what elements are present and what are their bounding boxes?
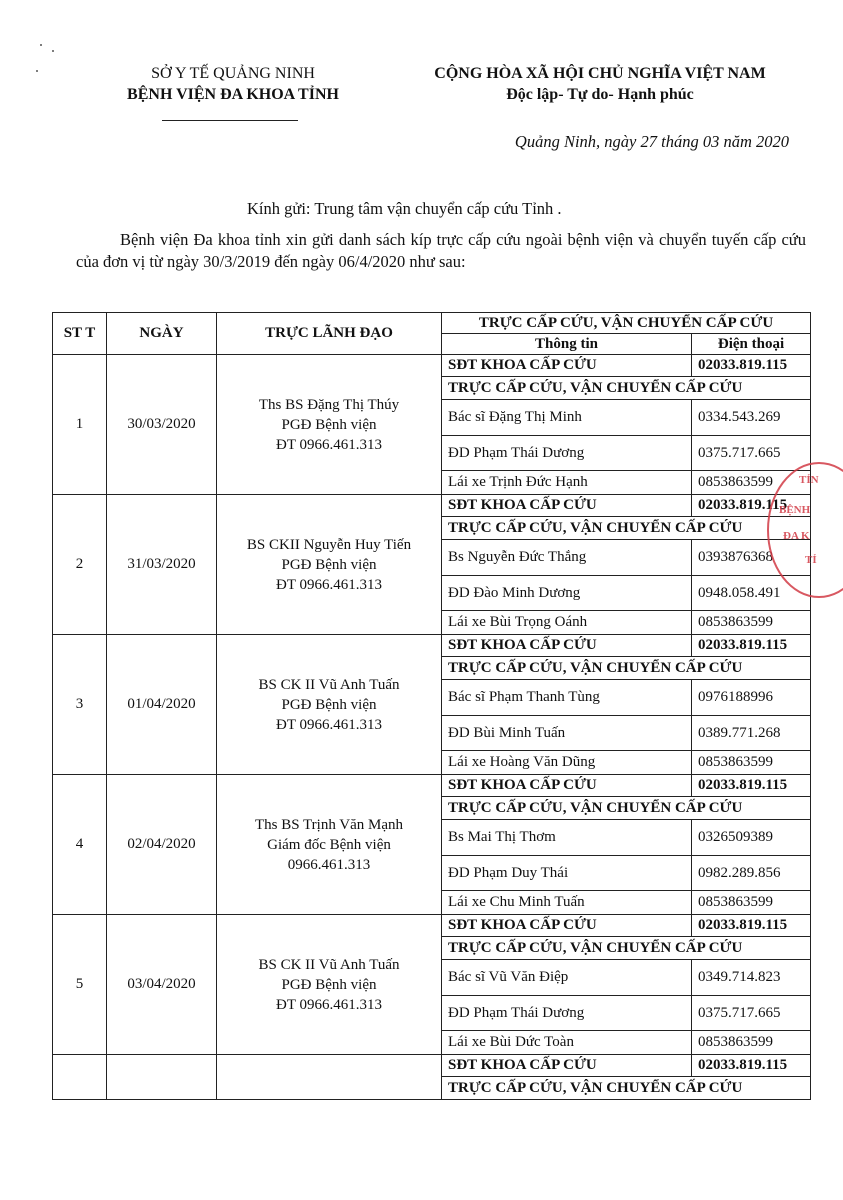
leader-line: Ths BS Đặng Thị Thúy [258,396,400,413]
leader-line: ĐT 0966.461.313 [276,996,382,1013]
intro-paragraph: Bệnh viện Đa khoa tỉnh xin gửi danh sách kíp trực cấp cứu ngoài bệnh viện và chuyển tuyến cấp cứu của đơn vị từ ngày 30/3/2019 đến ngày 06/4/2020 như sau: [76,230,806,271]
col-header-date: NGÀY [107,313,217,355]
scan-speck [36,70,38,72]
leader-cell [217,355,442,495]
leader-line: PGĐ Bệnh viện [281,416,377,433]
khoa-phone-cell: 02033.819.115 [692,915,811,937]
staff-phone-cell: 0853863599 [692,751,811,775]
col-header-leader: TRỰC LÃNH ĐẠO [217,313,442,355]
date-cell: 02/04/2020 [107,775,217,915]
stt-cell: 2 [53,495,107,635]
leader-line: PGĐ Bệnh viện [281,556,377,573]
staff-name-cell: ĐD Đào Minh Dương [442,576,692,611]
khoa-phone-cell: 02033.819.115 [692,635,811,657]
date-cell: 31/03/2020 [107,495,217,635]
table-row [53,355,811,377]
staff-phone-cell: 0375.717.665 [692,996,811,1031]
stt-cell: 1 [53,355,107,495]
date-cell [107,1055,217,1100]
staff-name-cell: Lái xe Bùi Dức Toàn [442,1031,692,1055]
staff-name-cell: Bác sĩ Phạm Thanh Tùng [442,680,692,716]
table-row [53,915,811,937]
date-line: Quảng Ninh, ngày 27 tháng 03 năm 2020 [514,132,789,151]
staff-name-cell: Bs Mai Thị Thơm [442,820,692,856]
staff-name-cell: Lái xe Trịnh Đức Hạnh [442,471,692,495]
leader-cell [217,635,442,775]
table-row [53,1055,811,1077]
khoa-phone-cell: 02033.819.115 [692,775,811,797]
staff-name-cell: ĐD Bùi Minh Tuấn [442,716,692,751]
staff-name-cell: Bs Nguyễn Đức Thắng [442,540,692,576]
organization-header [78,63,388,105]
stamp-text: TỈN [799,474,819,486]
sub-group-cell: TRỰC CẤP CỨU, VẬN CHUYỂN CẤP CỨU [442,797,811,820]
date-cell: 01/04/2020 [107,635,217,775]
org-line-1: SỞ Y TẾ QUẢNG NINH [151,65,315,82]
staff-phone-cell: 0982.289.856 [692,856,811,891]
leader-line: BS CKII Nguyễn Huy Tiến [246,536,412,553]
sub-group-cell: TRỰC CẤP CỨU, VẬN CHUYỂN CẤP CỨU [442,517,811,540]
stt-cell [53,1055,107,1100]
leader-cell [217,1055,442,1100]
staff-name-cell: Lái xe Chu Minh Tuấn [442,891,692,915]
staff-name-cell: Lái xe Bùi Trọng Oánh [442,611,692,635]
leader-line: BS CK II Vũ Anh Tuấn [258,956,400,973]
stamp-text: BỆNH [779,504,811,516]
duty-schedule-table [52,312,811,1100]
sub-group-cell: TRỰC CẤP CỨU, VẬN CHUYỂN CẤP CỨU [442,377,811,400]
khoa-phone-cell: 02033.819.115 [692,1055,811,1077]
khoa-label-cell: SĐT KHOA CẤP CỨU [442,635,692,657]
khoa-label-cell: SĐT KHOA CẤP CỨU [442,355,692,377]
leader-line: ĐT 0966.461.313 [276,436,382,453]
date-cell: 03/04/2020 [107,915,217,1055]
col-header-phone: Điện thoại [692,334,811,355]
khoa-phone-cell: 02033.819.115 [692,355,811,377]
khoa-phone-cell: 02033.819.115 [692,495,811,517]
staff-phone-cell: 0948.058.491 [692,576,811,611]
staff-name-cell: Bác sĩ Đặng Thị Minh [442,400,692,436]
date-cell: 30/03/2020 [107,355,217,495]
staff-phone-cell: 0389.771.268 [692,716,811,751]
nation-line-2: Độc lập- Tự do- Hạnh phúc [506,86,694,103]
table-row [53,635,811,657]
leader-line: Ths BS Trịnh Văn Mạnh [254,816,404,833]
staff-name-cell: Lái xe Hoàng Văn Dũng [442,751,692,775]
col-header-info: Thông tin [442,334,692,355]
khoa-label-cell: SĐT KHOA CẤP CỨU [442,495,692,517]
staff-phone-cell: 0853863599 [692,611,811,635]
org-underline [162,120,298,121]
sub-group-cell: TRỰC CẤP CỨU, VẬN CHUYỂN CẤP CỨU [442,657,811,680]
khoa-label-cell: SĐT KHOA CẤP CỨU [442,1055,692,1077]
leader-line: Giám đốc Bệnh viện [267,836,391,853]
addressee: Kính gửi: Trung tâm vận chuyển cấp cứu Tỉnh . [247,199,562,218]
table-row [53,495,811,517]
staff-name-cell: ĐD Phạm Duy Thái [442,856,692,891]
table-header-row [53,313,811,334]
staff-name-cell: Bác sĩ Vũ Văn Điệp [442,960,692,996]
staff-phone-cell: 0853863599 [692,1031,811,1055]
staff-phone-cell: 0853863599 [692,471,811,495]
stt-cell: 5 [53,915,107,1055]
leader-line: PGĐ Bệnh viện [281,976,377,993]
leader-cell [217,775,442,915]
col-header-group: TRỰC CẤP CỨU, VẬN CHUYỂN CẤP CỨU [442,313,811,334]
nation-line-1: CỘNG HÒA XÃ HỘI CHỦ NGHĨA VIỆT NAM [434,65,766,82]
scan-speck [40,44,42,46]
scan-speck [52,50,54,52]
staff-phone-cell: 0375.717.665 [692,436,811,471]
sub-group-cell: TRỰC CẤP CỨU, VẬN CHUYỂN CẤP CỨU [442,1077,811,1100]
staff-phone-cell: 0326509389 [692,820,811,856]
stt-cell: 4 [53,775,107,915]
leader-line: ĐT 0966.461.313 [276,716,382,733]
stamp-text: ĐA K [783,530,810,542]
leader-line: ĐT 0966.461.313 [276,576,382,593]
leader-line: BS CK II Vũ Anh Tuấn [258,676,400,693]
staff-phone-cell: 0976188996 [692,680,811,716]
leader-line: PGĐ Bệnh viện [281,696,377,713]
staff-name-cell: ĐD Phạm Thái Dương [442,436,692,471]
leader-cell [217,915,442,1055]
sub-group-cell: TRỰC CẤP CỨU, VẬN CHUYỂN CẤP CỨU [442,937,811,960]
stt-cell: 3 [53,635,107,775]
table-row [53,775,811,797]
org-line-2: BỆNH VIỆN ĐA KHOA TỈNH [127,86,339,103]
staff-phone-cell: 0853863599 [692,891,811,915]
khoa-label-cell: SĐT KHOA CẤP CỨU [442,915,692,937]
staff-phone-cell: 0349.714.823 [692,960,811,996]
national-header [380,63,820,105]
stamp-text: TỈ [805,554,817,566]
leader-line: 0966.461.313 [287,856,371,873]
col-header-stt: ST T [53,313,107,355]
leader-cell [217,495,442,635]
staff-phone-cell: 0393876368 [692,540,811,576]
khoa-label-cell: SĐT KHOA CẤP CỨU [442,775,692,797]
staff-name-cell: ĐD Phạm Thái Dương [442,996,692,1031]
staff-phone-cell: 0334.543.269 [692,400,811,436]
